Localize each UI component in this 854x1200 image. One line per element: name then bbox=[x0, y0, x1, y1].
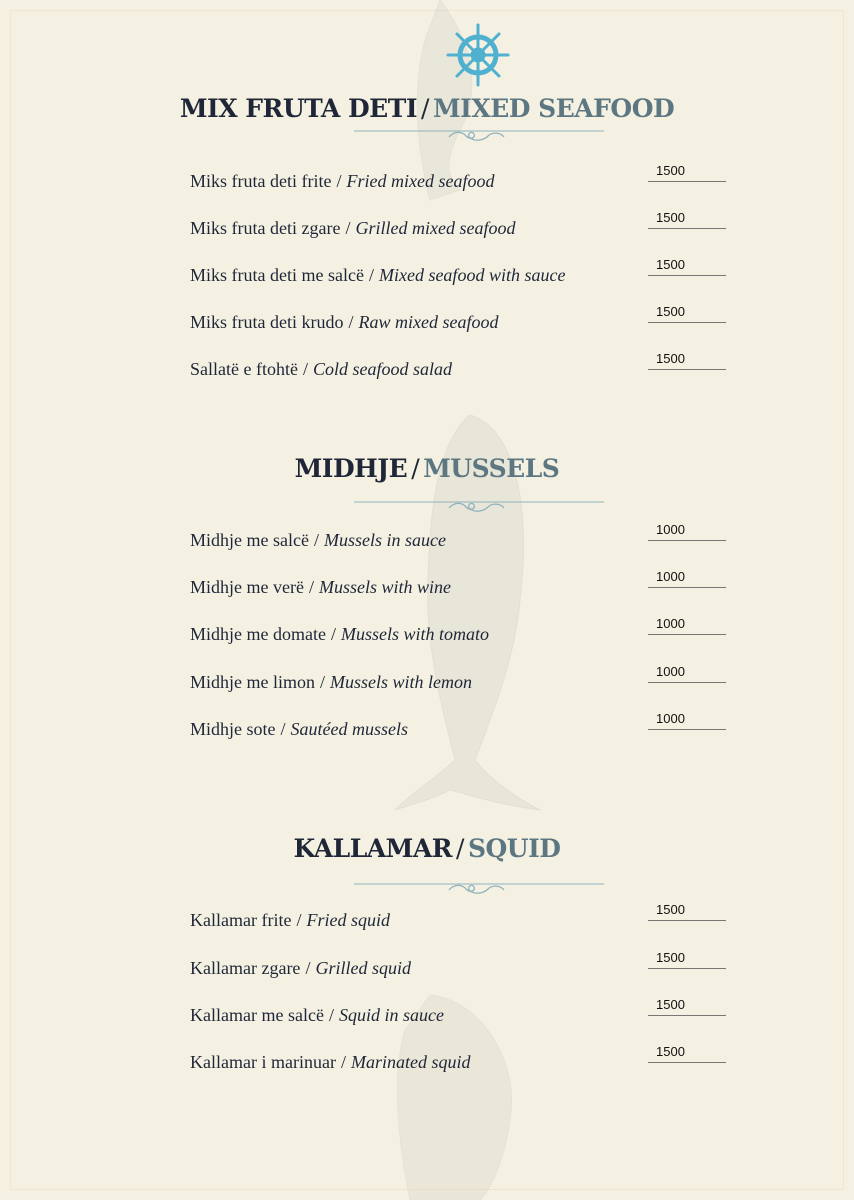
menu-item-name: Miks fruta deti krudo / Raw mixed seafood bbox=[190, 312, 499, 332]
section-title-mixed-seafood: MIX FRUTA DETI / MIXED SEAFOOD bbox=[179, 94, 675, 123]
price-field: 1000 bbox=[648, 709, 726, 730]
price-field: 1500 bbox=[648, 900, 726, 921]
ship-wheel-icon bbox=[445, 22, 511, 88]
menu-item-name: Midhje me domate / Mussels with tomato bbox=[190, 624, 489, 644]
price-field: 1500 bbox=[648, 161, 726, 182]
scroll-ornament-icon bbox=[354, 497, 604, 513]
menu-item-name: Midhje me verë / Mussels with wine bbox=[190, 577, 451, 597]
section-title-mussels: MIDHJE / MUSSELS bbox=[294, 454, 560, 483]
menu-item-name: Miks fruta deti frite / Fried mixed seafood bbox=[190, 171, 495, 191]
price-field: 1500 bbox=[648, 1042, 726, 1063]
menu-item-name: Miks fruta deti zgare / Grilled mixed seafood bbox=[190, 218, 516, 238]
price-field: 1500 bbox=[648, 995, 726, 1016]
menu-item-name: Kallamar zgare / Grilled squid bbox=[190, 958, 411, 978]
price-field: 1500 bbox=[648, 208, 726, 229]
menu-item-name: Miks fruta deti me salcë / Mixed seafood with sauce bbox=[190, 265, 566, 285]
price-field: 1000 bbox=[648, 662, 726, 683]
menu-item-name: Kallamar i marinuar / Marinated squid bbox=[190, 1052, 471, 1072]
menu-item-name: Midhje me limon / Mussels with lemon bbox=[190, 672, 473, 692]
menu-item-name: Kallamar frite / Fried squid bbox=[190, 910, 390, 930]
price-field: 1000 bbox=[648, 567, 726, 588]
menu-item-name: Midhje me salcë / Mussels in sauce bbox=[190, 530, 446, 550]
price-field: 1500 bbox=[648, 349, 726, 370]
scroll-ornament-icon bbox=[354, 879, 604, 895]
price-field: 1000 bbox=[648, 520, 726, 541]
menu-item-name: Midhje sote / Sautéed mussels bbox=[190, 719, 408, 739]
price-field: 1000 bbox=[648, 614, 726, 635]
section-title-squid: KALLAMAR / SQUID bbox=[293, 834, 561, 863]
price-field: 1500 bbox=[648, 255, 726, 276]
price-field: 1500 bbox=[648, 302, 726, 323]
scroll-ornament-icon bbox=[354, 126, 604, 142]
price-field: 1500 bbox=[648, 948, 726, 969]
menu-item-name: Sallatë e ftohtë / Cold seafood salad bbox=[190, 359, 452, 379]
menu-item-name: Kallamar me salcë / Squid in sauce bbox=[190, 1005, 444, 1025]
